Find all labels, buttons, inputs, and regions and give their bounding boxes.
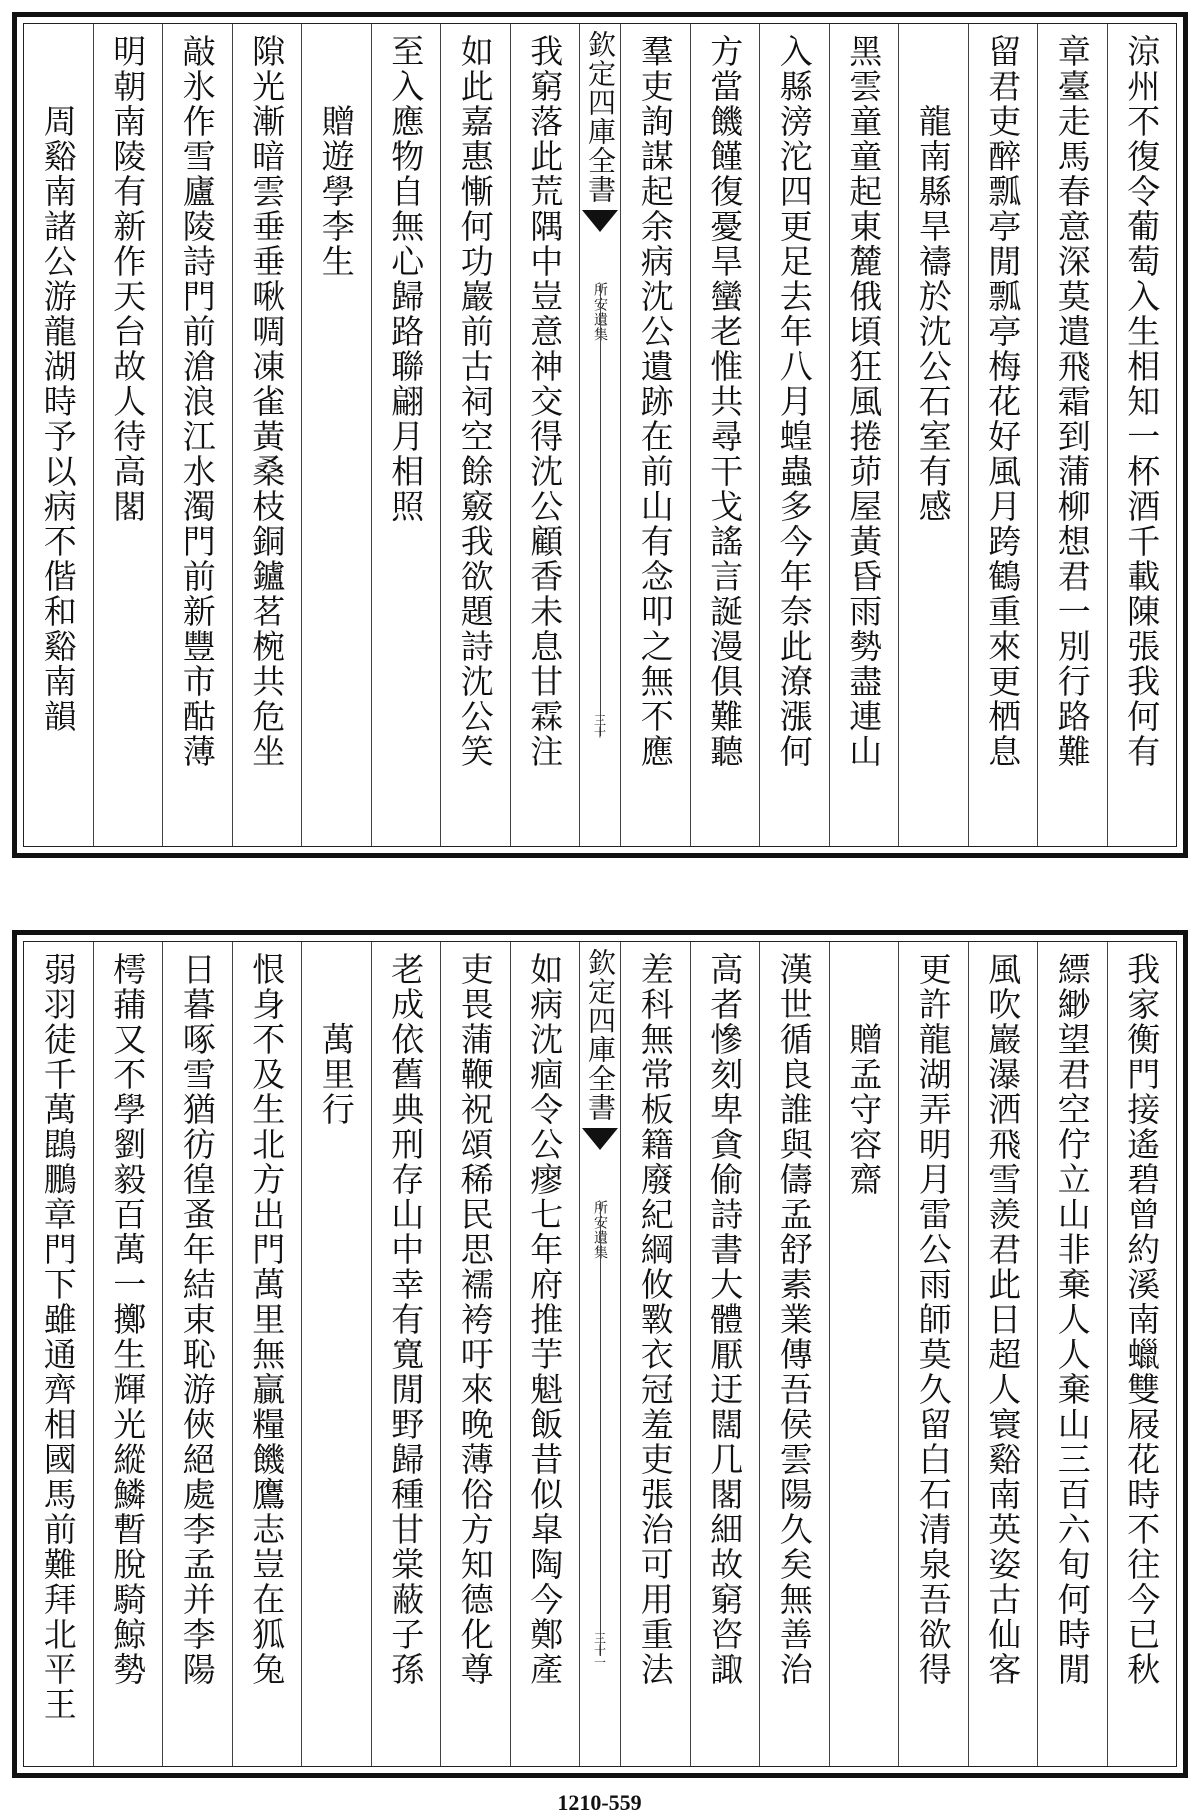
poem-title: 萬里行 [316,1022,356,1127]
column-text: 風吹巖瀑洒飛雪羨君此日超人寰谿南英姿古仙客 [983,952,1023,1687]
text-column [759,24,829,846]
poem-title-column [301,24,371,846]
text-column [371,942,441,1766]
text-column [162,942,232,1766]
poem-title: 周谿南諸公游龍湖時予以病不偕和谿南韻 [38,104,78,734]
poem-title: 贈孟守容齋 [844,1022,884,1197]
column-text: 至入應物自無心歸路聯翩月相照 [386,34,426,524]
poem-title-column [24,24,93,846]
column-text: 敲氷作雪廬陵詩門前滄浪江水濁門前新豐市酤薄 [177,34,217,769]
text-column [968,942,1038,1766]
text-column [440,942,510,1766]
column-text: 樗蒱又不學劉毅百萬一擲生輝光縱鱗暫脫騎鯨勢 [108,952,148,1687]
text-column [1037,942,1107,1766]
column-text: 入縣滂沱四更足去年八月蝗蟲多今年奈此潦漲何 [774,34,814,769]
column-text: 漢世循良誰與儔孟舒素業傳吾侯雲陽久矣無善治 [774,952,814,1687]
text-column [510,942,580,1766]
text-column [93,942,163,1766]
text-column [232,942,302,1766]
collection-title: 所安遺集 [592,282,608,342]
gutter-line [600,284,601,736]
column-text: 恨身不及生北方出門萬里無贏糧饑鷹志豈在狐兔 [247,952,287,1687]
text-column [93,24,163,846]
column-text: 更許龍湖弄明月雷公雨師莫久留白石清泉吾欲得 [913,952,953,1687]
text-column [24,942,93,1766]
poem-title-column [301,942,371,1766]
text-column [1107,942,1177,1766]
text-column [510,24,580,846]
text-column [968,24,1038,846]
text-column [829,24,899,846]
column-text: 我家衡門接遙碧曾約溪南蠟雙屐花時不往今已秋 [1122,952,1162,1687]
text-column [620,24,690,846]
text-column [162,24,232,846]
center-gutter [579,24,620,846]
column-text: 吏畏蒲鞭祝頌稀民思襦袴吁來晚薄俗方知德化尊 [455,952,495,1687]
top-page-columns [24,24,1176,846]
fishtail-mark-icon [582,1128,618,1150]
column-text: 涼州不復令葡萄入生相知一杯酒千載陳張我何有 [1122,34,1162,769]
text-column [690,942,760,1766]
fishtail-mark-icon [582,210,618,232]
bottom-page-frame [23,941,1177,1767]
poem-title: 贈遊學李生 [316,104,356,279]
text-column [371,24,441,846]
column-text: 我窮落此荒隅中豈意神交得沈公顧香未息甘霖注 [525,34,565,769]
poem-title: 龍南縣旱禱於沈公石室有感 [913,104,953,524]
column-text: 差科無常板籍廢紀綱攸斁衣冠羞吏張治可用重法 [635,952,675,1687]
footer-page-id: 1210-559 [557,1790,642,1815]
text-column [898,942,968,1766]
center-gutter [579,942,620,1766]
top-page-frame [23,23,1177,847]
gutter-line [600,1202,601,1656]
text-column [1037,24,1107,846]
column-text: 日暮啄雪猶彷徨蚤年結束恥游俠絕處李孟并李陽 [177,952,217,1687]
text-column [690,24,760,846]
column-text: 如病沈痼令公瘳七年府推芋魁飯昔似皐陶今鄭產 [525,952,565,1687]
column-text: 弱羽徒千萬鵾鵬章門下雖通齊相國馬前難拜北平王 [38,952,78,1722]
text-column [232,24,302,846]
column-text: 隙光漸暗雲垂垂啾啁凍雀黃桑枝銅鑪茗椀共危坐 [247,34,287,769]
column-text: 明朝南陵有新作天台故人待高閣 [108,34,148,524]
text-column [1107,24,1177,846]
collection-title: 所安遺集 [592,1200,608,1260]
column-text: 章臺走馬春意深莫遣飛霜到蒲柳想君一別行路難 [1052,34,1092,769]
column-text: 方當饑饉復憂旱蠻老惟共尋干戈謠言誕漫俱難聽 [705,34,745,769]
column-text: 羣吏詢謀起余病沈公遺跡在前山有念叩之無不應 [635,34,675,769]
column-text: 留君吏醉瓢亭閒瓢亭梅花好風月跨鶴重來更栖息 [983,34,1023,769]
text-column [620,942,690,1766]
poem-title-column [898,24,968,846]
book-title: 欽定四庫全書 [584,30,617,204]
text-column [440,24,510,846]
column-text: 高者慘刻卑貪偷詩書大體厭迂闊几閣細故窮咨諏 [705,952,745,1687]
text-column [759,942,829,1766]
page-number: 三十一 [592,1632,607,1668]
column-text: 黑雲童童起東麓俄頃狂風捲茆屋黃昏雨勢盡連山 [844,34,884,769]
poem-title-column [829,942,899,1766]
top-page [12,12,1188,858]
bottom-page [12,930,1188,1778]
book-title: 欽定四庫全書 [584,948,617,1122]
bottom-page-columns [24,942,1176,1766]
column-text: 如此嘉惠慚何功巖前古祠空餘竅我欲題詩沈公笑 [455,34,495,769]
column-text: 縹緲望君空佇立山非棄人人棄山三百六旬何時閒 [1052,952,1092,1687]
column-text: 老成依舊典刑存山中幸有寬閒野歸種甘棠蔽子孫 [386,952,426,1687]
page-number: 三十 [592,714,607,738]
